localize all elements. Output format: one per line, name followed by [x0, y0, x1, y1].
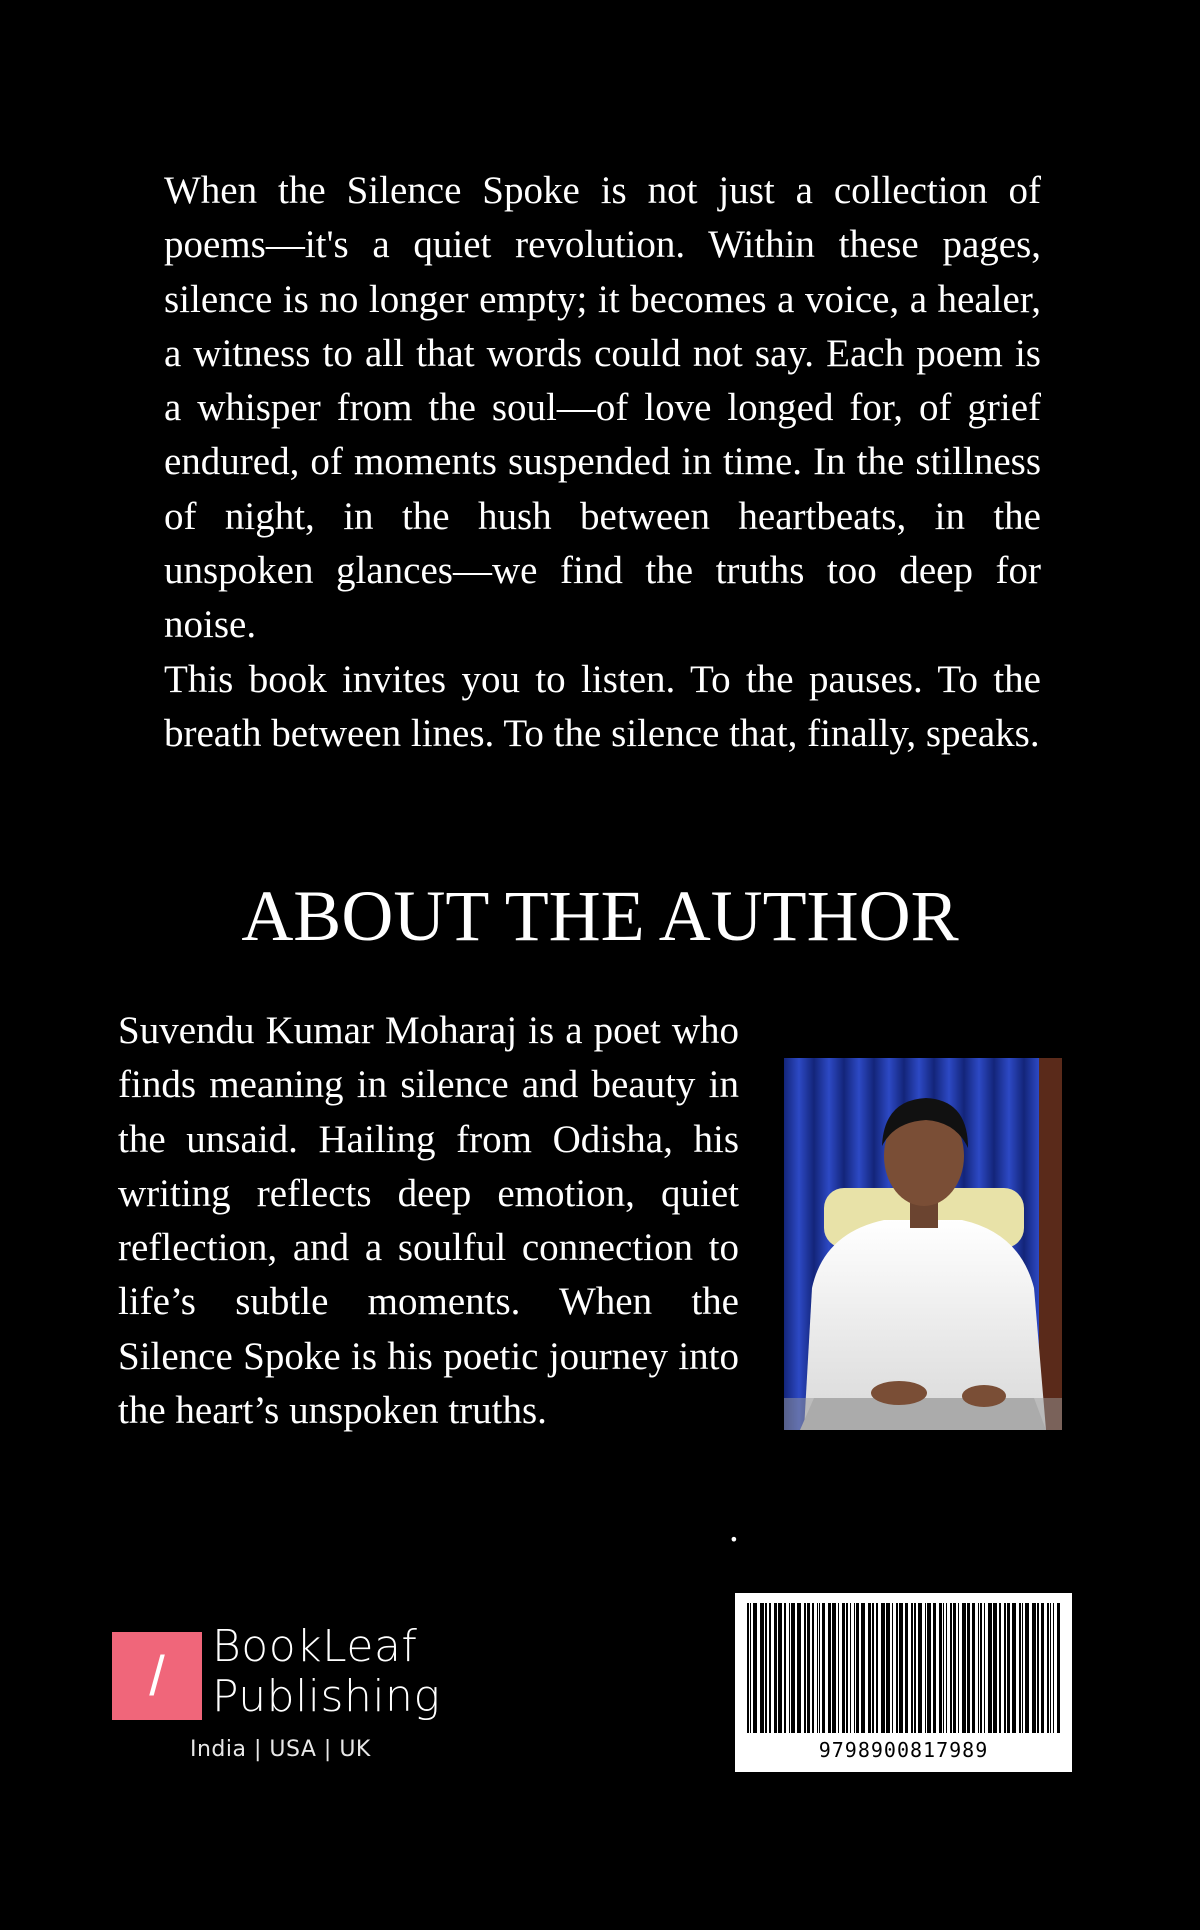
publisher-slash-icon: /: [112, 1632, 202, 1720]
blurb-paragraph: This book invites you to listen. To the pauses. To the breath between lines. To the silence that, finally, speaks.: [164, 657, 1041, 755]
isbn-number: 9798900817989: [818, 1738, 989, 1762]
publisher-name-line-1: BookLeaf: [212, 1621, 418, 1672]
bio-trailing-dot: .: [729, 1507, 739, 1550]
publisher-name: [212, 1622, 440, 1722]
publisher-regions: India | USA | UK: [190, 1737, 371, 1762]
about-author-heading: ABOUT THE AUTHOR: [241, 876, 959, 956]
author-bio: Suvendu Kumar Moharaj is a poet who finds meaning in silence and beauty in the unsaid. Hailing from Odisha, his writing reflects deep emotion, quiet reflection, and a soulful connection to life’s subtle moments. When the Silence Spoke is his poetic journey into the heart’s unspoken truths.: [118, 1009, 739, 1433]
isbn-barcode: [735, 1593, 1072, 1772]
author-photo: [784, 1058, 1062, 1430]
publisher-name-line-2: Publishing: [212, 1671, 441, 1722]
publisher-logo: [112, 1621, 472, 1768]
back-cover-blurb: [164, 164, 1041, 761]
blurb-paragraph: When the Silence Spoke is not just a collection of poems—it's a quiet revolution. Within these pages, silence is no longer empty; it becomes a voice, a healer, a witness to all that words could not say. Each poem is a whisper from the soul—of love longed for, of grief endured, of moments suspended in time. In the stillness of night, in the hush between heartbeats, in the unspoken glances—we find the truths too deep for noise.: [164, 169, 1041, 647]
